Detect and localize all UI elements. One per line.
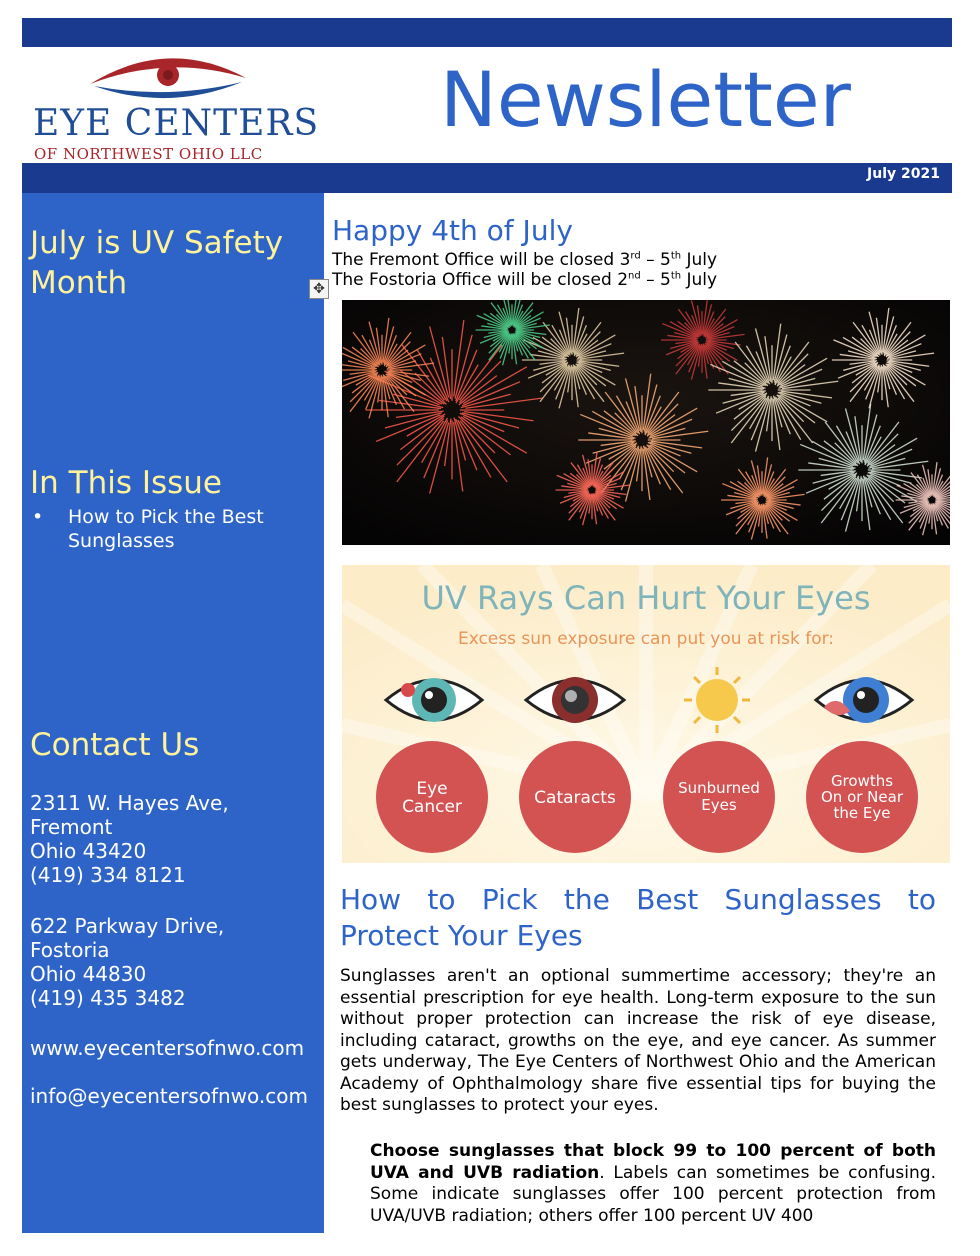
article-title: How to Pick the Best Sunglasses to Protect Your Eyes (340, 883, 936, 952)
fostoria-street: 622 Parkway Drive, (30, 914, 225, 938)
eye-logo-icon (88, 50, 248, 100)
bullet-icon: • (32, 506, 44, 528)
issue-date: July 2021 (867, 166, 940, 182)
fostoria-state-zip: Ohio 44830 (30, 962, 147, 986)
logo-line1: EYE CENTERS (33, 103, 320, 144)
tip-text: . Labels can sometimes be confusing. Some indicate sunglasses offer 100 percent protection from UVA/UVB radiation; others offer 100 percent UV 400 (370, 1162, 936, 1226)
holiday-title: Happy 4th of July (332, 214, 573, 247)
risk-label: On or Near (820, 788, 904, 806)
top-banner-bar (22, 18, 952, 47)
newsletter-title: Newsletter (440, 55, 851, 144)
risk-label: the Eye (833, 804, 891, 822)
uv-rays-infographic (342, 565, 950, 863)
fremont-state-zip: Ohio 43420 (30, 839, 147, 863)
risk-label: Cancer (402, 797, 462, 817)
fremont-address (30, 791, 229, 887)
issue-list (32, 505, 312, 553)
tip-bold: Choose sunglasses that block 99 to 100 percent of both UVA and UVB radiation (370, 1141, 936, 1183)
fostoria-phone: (419) 435 3482 (30, 986, 186, 1010)
fremont-street: 2311 W. Hayes Ave, (30, 791, 229, 815)
contact-us-heading: Contact Us (30, 727, 200, 763)
fostoria-city: Fostoria (30, 938, 110, 962)
risk-label: Eyes (701, 796, 737, 814)
fostoria-address (30, 914, 224, 1010)
risk-label: Cataracts (534, 788, 616, 808)
fireworks-image (342, 300, 950, 545)
article-body: Sunglasses aren't an optional summertime accessory; they're an essential prescription for eye health. Long-term exposure to the sun without proper protection can increase the risk of eye disease, including cataract, growths on the eye, and eye cancer. As summer gets underway, The Eye Centers of Northwest Ohio and the American Academy of Ophthalmology share five essential tips for buying the best sunglasses to protect your eyes. (340, 966, 936, 1115)
risk-label: Growths (830, 772, 894, 790)
email-link[interactable]: info@eyecentersofnwo.com (30, 1084, 308, 1108)
risk-label: Sunburned (678, 779, 760, 797)
risk-label: Eye (416, 779, 448, 799)
in-this-issue-heading: In This Issue (30, 465, 223, 501)
tip-paragraph (370, 1141, 936, 1227)
fremont-closure-notice: The Fremont Office will be closed 3rd – 5th July (332, 250, 718, 270)
website-link[interactable]: www.eyecentersofnwo.com (30, 1036, 305, 1060)
date-bar (22, 163, 952, 193)
fremont-phone: (419) 334 8121 (30, 863, 186, 887)
issue-item: How to Pick the Best Sunglasses (68, 506, 264, 552)
uv-safety-heading: July is UV Safety Month (30, 225, 284, 301)
eye-centers-logo (28, 48, 318, 168)
logo-line2: OF NORTHWEST OHIO LLC (34, 145, 263, 163)
sidebar (22, 193, 324, 1233)
uv-graphic-subtitle: Excess sun exposure can put you at risk for: (457, 629, 835, 649)
fostoria-closure-notice: The Fostoria Office will be closed 2nd – 5th July (332, 270, 718, 290)
uv-graphic-title: UV Rays Can Hurt Your Eyes (421, 579, 871, 617)
table-move-handle-icon[interactable]: ✥ (309, 279, 329, 299)
fremont-city: Fremont (30, 815, 113, 839)
